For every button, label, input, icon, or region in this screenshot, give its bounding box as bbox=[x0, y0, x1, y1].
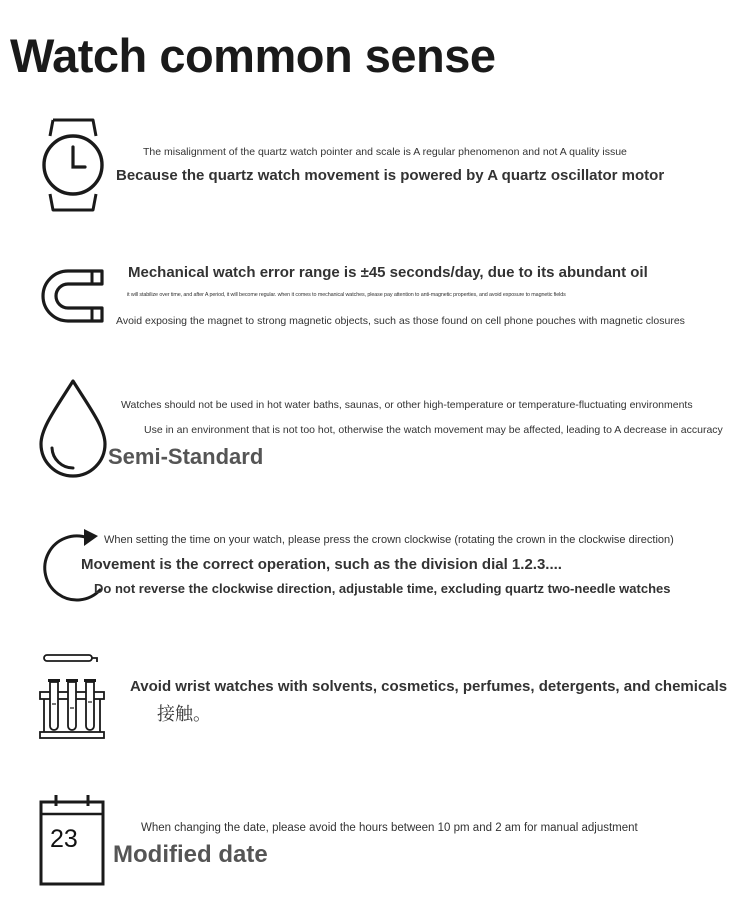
crown-note-warning: Do not reverse the clockwise direction, adjustable time, excluding quartz two-needle watches bbox=[94, 581, 671, 596]
water-note-small-1: Watches should not be used in hot water baths, saunas, or other high-temperature or temperature-fluctuating environments bbox=[121, 399, 693, 411]
chemicals-note-main: Avoid wrist watches with solvents, cosmetics, perfumes, detergents, and chemicals bbox=[130, 678, 728, 695]
magnet-icon bbox=[38, 268, 108, 324]
calendar-day: 23 bbox=[50, 825, 78, 853]
watch-note-main: Because the quartz watch movement is powered by A quartz oscillator motor bbox=[116, 167, 665, 184]
watch-icon bbox=[38, 116, 108, 214]
crown-note-small: When setting the time on your watch, please press the crown clockwise (rotating the crown in the clockwise direction) bbox=[104, 534, 674, 546]
test-tubes-icon bbox=[38, 652, 108, 744]
magnet-note-main: Mechanical watch error range is ±45 seconds/day, due to its abundant oil bbox=[128, 264, 648, 281]
page-title: Watch common sense bbox=[10, 29, 496, 82]
water-note-small-2: Use in an environment that is not too hot, otherwise the watch movement may be affected, leading to A decrease in accuracy bbox=[144, 424, 723, 436]
watch-note-small: The misalignment of the quartz watch pointer and scale is A regular phenomenon and not A quality issue bbox=[143, 146, 627, 158]
magnet-note-fine-print: it will stabilize over time, and after A period, it will become regular. when it comes to mechanical watches, please pay attention to anti-magnetic properties, and avoid exposure to magnetic fields bbox=[127, 292, 566, 298]
calendar-icon bbox=[38, 794, 106, 888]
date-note-small: When changing the date, please avoid the hours between 10 pm and 2 am for manual adjustment bbox=[141, 822, 638, 834]
water-heading: Semi-Standard bbox=[108, 444, 264, 469]
water-drop-icon bbox=[38, 378, 108, 480]
magnet-note-small: Avoid exposing the magnet to strong magnetic objects, such as those found on cell phone pouches with magnetic closures bbox=[116, 315, 685, 327]
chemicals-note-cn: 接触。 bbox=[157, 704, 211, 725]
date-heading: Modified date bbox=[113, 841, 268, 868]
crown-note-main: Movement is the correct operation, such as the division dial 1.2.3.... bbox=[81, 556, 562, 573]
